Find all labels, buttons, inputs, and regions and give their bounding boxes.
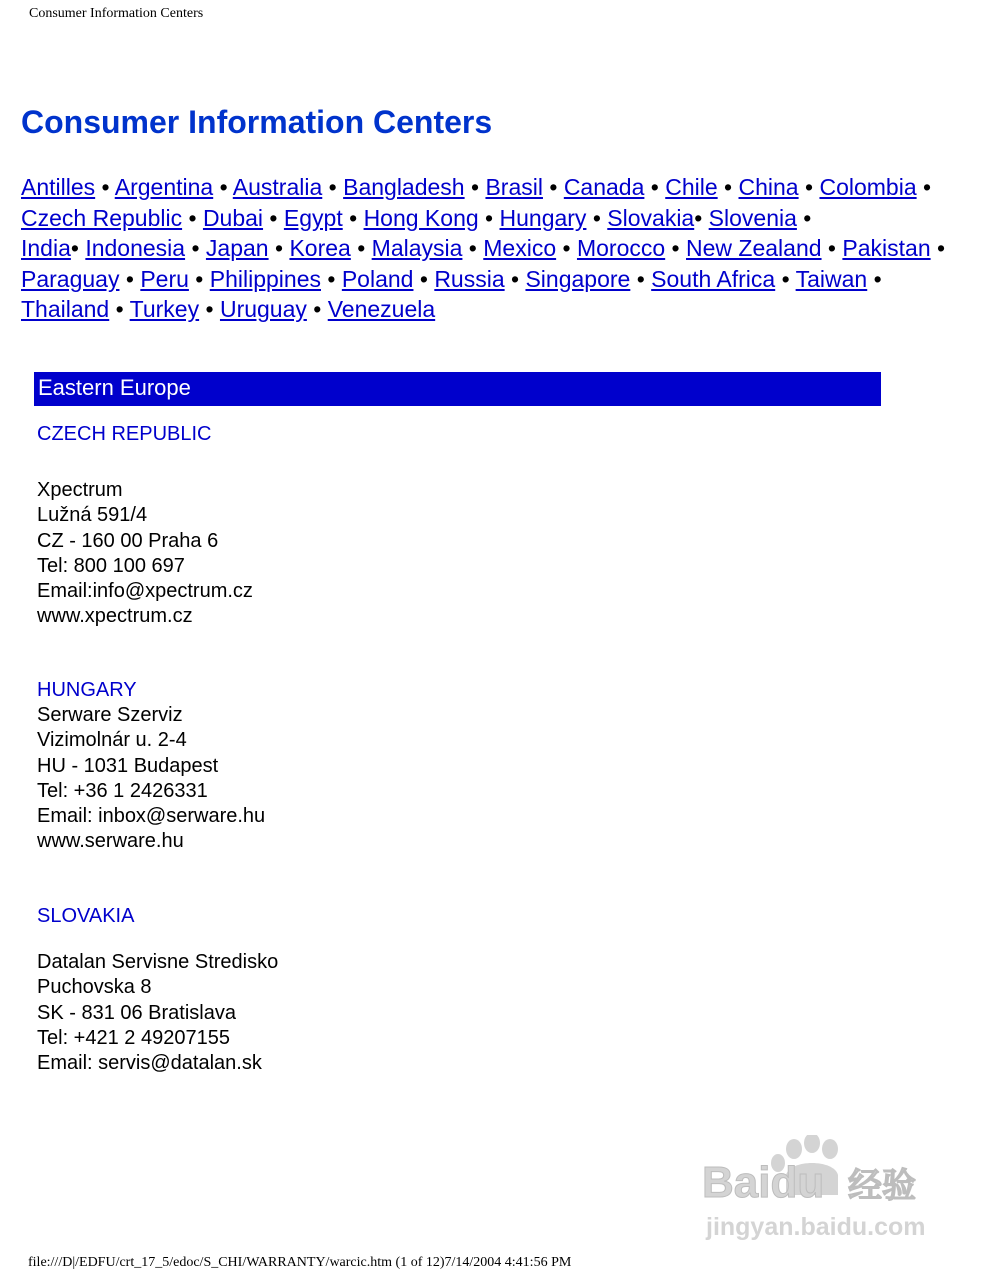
country-nav-line: [21, 264, 961, 295]
country-link-hong-kong[interactable]: Hong Kong: [363, 204, 479, 231]
country-link-egypt[interactable]: Egypt: [283, 204, 343, 231]
bullet-separator: •: [322, 174, 344, 200]
country-link-philippines[interactable]: Philippines: [209, 265, 321, 292]
entry-czech-republic: [37, 422, 253, 629]
bullet-separator: •: [185, 235, 206, 261]
entry-hungary: [37, 678, 265, 854]
bullet-separator: •: [798, 174, 820, 200]
bullet-separator: •: [694, 204, 709, 231]
country-link-peru[interactable]: Peru: [140, 265, 189, 292]
bullet-separator: •: [930, 235, 946, 261]
postal-city: HU - 1031 Budapest: [37, 754, 219, 777]
bullet-separator: •: [188, 265, 210, 292]
postal-city: CZ - 160 00 Praha 6: [37, 529, 219, 552]
bullet-separator: •: [504, 265, 526, 292]
company-name: Serware Szerviz: [37, 704, 183, 727]
bullet-separator: •: [586, 204, 608, 231]
country-link-russia[interactable]: Russia: [434, 265, 505, 292]
country-link-canada[interactable]: Canada: [563, 174, 645, 200]
bullet-separator: •: [350, 235, 372, 261]
address-block-slovakia: [37, 950, 278, 1076]
address-block-czech-republic: [37, 478, 253, 629]
country-link-venezuela[interactable]: Venezuela: [327, 296, 436, 322]
country-link-chile[interactable]: Chile: [665, 174, 718, 200]
country-link-new-zealand[interactable]: New Zealand: [686, 235, 822, 261]
country-link-indonesia[interactable]: Indonesia: [85, 235, 186, 261]
bullet-separator: •: [556, 235, 577, 261]
bullet-separator: •: [478, 204, 500, 231]
print-header: Consumer Information Centers: [29, 6, 204, 21]
region-header-eastern-europe: Eastern Europe: [34, 372, 881, 406]
email: Email:info@xpectrum.cz: [37, 580, 253, 603]
country-nav-line: [21, 203, 961, 234]
bullet-separator: •: [630, 265, 652, 292]
telephone: Tel: 800 100 697: [37, 554, 185, 577]
watermark-cn-text: 经验: [848, 1166, 916, 1206]
country-link-china[interactable]: China: [738, 174, 799, 200]
country-link-south-africa[interactable]: South Africa: [651, 265, 776, 292]
country-link-india[interactable]: India: [21, 235, 71, 261]
bullet-separator: •: [867, 265, 882, 292]
country-nav-line: [21, 233, 961, 264]
country-heading-czech-republic: CZECH REPUBLIC: [37, 423, 212, 445]
country-link-singapore[interactable]: Singapore: [525, 265, 631, 292]
country-link-uruguay[interactable]: Uruguay: [219, 296, 307, 322]
website: www.serware.hu: [37, 830, 184, 853]
bullet-separator: •: [665, 235, 687, 261]
bullet-separator: •: [268, 235, 290, 261]
street-address: Puchovska 8: [37, 976, 152, 999]
country-link-slovakia[interactable]: Slovakia: [607, 204, 695, 231]
company-name: Xpectrum: [37, 479, 123, 502]
email: Email: inbox@serware.hu: [37, 805, 266, 828]
country-link-brasil[interactable]: Brasil: [485, 174, 543, 200]
street-address: Lužná 591/4: [37, 504, 148, 527]
bullet-separator: •: [717, 174, 739, 200]
bullet-separator: •: [70, 235, 86, 261]
baidu-jingyan-watermark: [702, 1135, 942, 1245]
bullet-separator: •: [213, 174, 233, 200]
address-block-hungary: [37, 703, 265, 854]
country-link-poland[interactable]: Poland: [341, 265, 414, 292]
bullet-separator: •: [462, 235, 484, 261]
country-link-dubai[interactable]: Dubai: [202, 204, 264, 231]
country-link-mexico[interactable]: Mexico: [483, 235, 557, 261]
country-heading-slovakia: SLOVAKIA: [37, 905, 135, 927]
bullet-separator: •: [644, 174, 666, 200]
watermark-brand: Baidu: [702, 1158, 825, 1207]
country-link-czech-republic[interactable]: Czech Republic: [21, 204, 183, 231]
country-nav: [21, 172, 961, 325]
telephone: Tel: +421 2 49207155: [37, 1026, 230, 1049]
country-link-taiwan[interactable]: Taiwan: [795, 265, 868, 292]
country-link-thailand[interactable]: Thailand: [21, 296, 110, 322]
company-name: Datalan Servisne Stredisko: [37, 951, 279, 974]
watermark-url: jingyan.baidu.com: [706, 1213, 926, 1241]
bullet-separator: •: [464, 174, 486, 200]
country-link-hungary[interactable]: Hungary: [499, 204, 587, 231]
telephone: Tel: +36 1 2426331: [37, 779, 208, 802]
bullet-separator: •: [199, 296, 220, 322]
bullet-separator: •: [119, 265, 141, 292]
postal-city: SK - 831 06 Bratislava: [37, 1001, 236, 1024]
country-link-argentina[interactable]: Argentina: [114, 174, 214, 200]
bullet-separator: •: [342, 204, 364, 231]
bullet-separator: •: [306, 296, 328, 322]
country-link-japan[interactable]: Japan: [205, 235, 269, 261]
country-link-pakistan[interactable]: Pakistan: [842, 235, 931, 261]
bullet-separator: •: [109, 296, 130, 322]
country-nav-line: [21, 294, 961, 325]
bullet-separator: •: [182, 204, 203, 231]
bullet-separator: •: [775, 265, 796, 292]
country-link-morocco[interactable]: Morocco: [576, 235, 666, 261]
entry-slovakia: [37, 904, 278, 1076]
country-link-bangladesh[interactable]: Bangladesh: [343, 174, 465, 200]
country-link-paraguay[interactable]: Paraguay: [21, 265, 120, 292]
bullet-separator: •: [321, 265, 342, 292]
bullet-separator: •: [95, 174, 115, 200]
street-address: Vizimolnár u. 2-4: [37, 729, 187, 752]
country-link-slovenia[interactable]: Slovenia: [708, 204, 797, 231]
country-link-malaysia[interactable]: Malaysia: [371, 235, 463, 261]
bullet-separator: •: [916, 174, 932, 200]
country-link-antilles[interactable]: Antilles: [21, 174, 96, 200]
email: Email: servis@datalan.sk: [37, 1052, 262, 1075]
bullet-separator: •: [796, 204, 812, 231]
page-title: Consumer Information Centers: [21, 104, 493, 140]
website: www.xpectrum.cz: [37, 605, 193, 628]
country-link-australia[interactable]: Australia: [232, 174, 323, 200]
bullet-separator: •: [263, 204, 284, 231]
print-footer: file:///D|/EDFU/crt_17_5/edoc/S_CHI/WARRANTY/warcic.htm (1 of 12)7/14/2004 4:41:56 PM: [28, 1255, 572, 1270]
country-link-turkey[interactable]: Turkey: [129, 296, 200, 322]
bullet-separator: •: [413, 265, 435, 292]
bullet-separator: •: [542, 174, 564, 200]
bullet-separator: •: [821, 235, 843, 261]
country-nav-line: [21, 172, 961, 203]
country-heading-hungary: HUNGARY: [37, 679, 137, 701]
country-link-colombia[interactable]: Colombia: [819, 174, 917, 200]
country-link-korea[interactable]: Korea: [289, 235, 351, 261]
